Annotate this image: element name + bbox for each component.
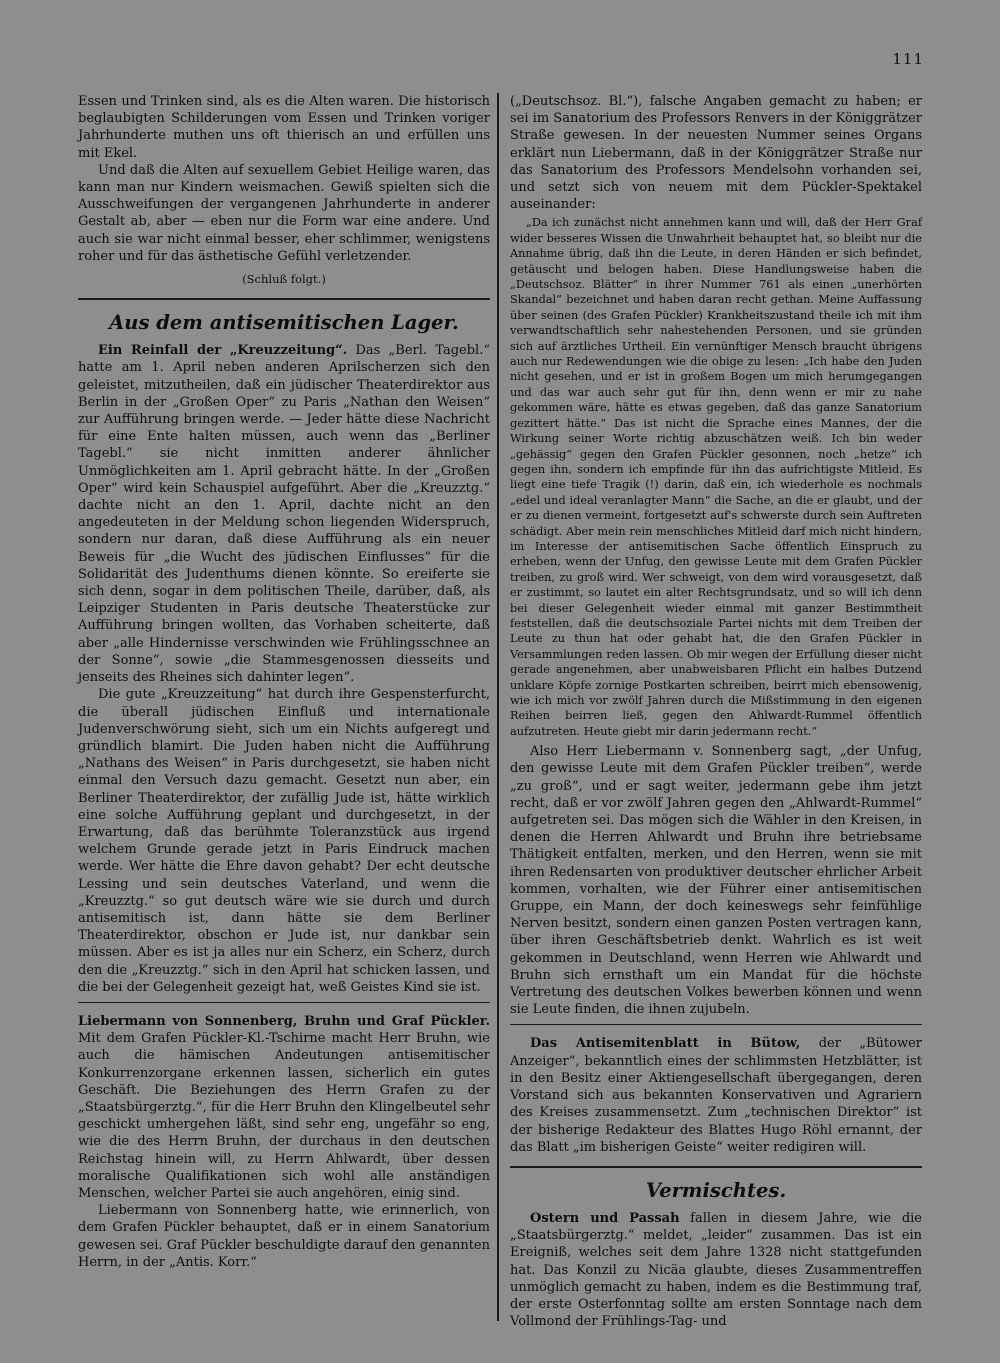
section-title: Aus dem antisemitischen Lager.: [109, 311, 459, 335]
paragraph: Also Herr Liebermann v. Sonnenberg sagt, „der Unfug, den gewisse Leute mit dem Grafen Pückler treiben“, werde „zu groß“, und er sagt weiter, jedermann gebe ihm jetzt recht, daß er vor zwölf Jahren gegen den „Ahlwardt-Rummel“ aufgetreten sei. Das mögen sich die Wähler in den Kreisen, in denen die Herren Ahlwardt und Bruhn ihre betriebsame Thätigkeit entfalten, merken, und den Herren, wenn sie mit ihren Redensarten von produktiver deutscher ehrlicher Arbeit kommen, vorhalten, wie der Führer einer antisemitischen Gruppe, ein Mann, der doch keineswegs sehr feinfühlige Nerven besitzt, sondern einen ganzen Posten vertragen kann, über ihren Geschäftsbetrieb denkt. Wahrlich es ist weit gekommen in Deutschland, wenn Herren wie Ahlwardt und Bruhn sich ernsthaft um ein Mandat für die höchste Vertretung des deutschen Volkes bewerben können und wenn sie Leute finden, die ihnen zujubeln.: [510, 744, 922, 1018]
paragraph: Liebermann von Sonnenberg hatte, wie erinnerlich, von dem Grafen Pückler behauptet, daß er in einem Sanatorium gewesen sei. Graf Pückler beschuldigte darauf den genannten Herrn, in der „Antis. Korr.“: [78, 1203, 490, 1270]
article-paragraph: [510, 1210, 922, 1330]
article-lead: Ein Reinfall der „Kreuzzeitung“.: [98, 343, 348, 359]
article-text: Das „Berl. Tagebl.“ hatte am 1. April neben anderen Aprilscherzen sich den geleistet, mitzutheilen, daß ein jüdischer Theaterdirektor aus Berlin in der „Großen Oper“ zu Paris „Nathan den Weisen“ zur Aufführung bringen werde. — Jeder hätte diese Nachricht für eine Ente halten müssen, auch wenn das „Berliner Tagebl.“ sie nicht inmitten anderer ähnlicher Unmöglichkeiten am 1. April gebracht hätte. In der „Großen Oper“ wird kein Schauspiel aufgeführt. Aber die „Kreuzztg.“ dachte nicht an den 1. April, dachte nicht an den angedeuteten in der Meldung schon liegenden Widerspruch, sondern nur daran, daß diese Aufführung als ein neuer Beweis für „die Wucht des jüdischen Einflusses“ für die Solidarität des Judenthums dienen könnte. So ereiferte sie sich denn, sogar in dem politischen Theile, darüber, daß, als Leipziger Studenten in Paris deutsche Theaterstücke zur Aufführung bringen wollten, das Vorhaben scheiterte, daß aber „alle Hindernisse verschwinden wie Frühlingsschnee an der Sonne“, sowie „die Stammesgenossen diesseits und jenseits des Rheines sich dahinter legen“.: [78, 343, 490, 686]
paragraph: Die gute „Kreuzzeitung“ hat durch ihre Gespensterfurcht, die überall jüdischen Einfluß und internationale Judenverschwörung sieht, sich um ein Nichts aufgeregt und gründlich blamirt. Die Juden haben nicht die Aufführung „Nathans des Weisen“ in Paris durchgesetzt, sie haben nicht einmal den Versuch dazu gemacht. Gesetzt nun aber, ein Berliner Theaterdirektor, der zufällig Jude ist, hätte wirklich eine solche Aufführung geplant und durchgesetzt, in der Erwartung, daß das berühmte Toleranzstück aus irgend welchem Grunde gerade jetzt in Paris Eindruck machen werde. Wer hätte die Ehre davon gehabt? Der echt deutsche Lessing und sein deutsches Vaterland, und wenn die „Kreuzztg.“ so gut deutsch wäre wie sie durch und durch antisemitisch ist, dann hätte sie dem Berliner Theaterdirektor, obschon er Jude ist, nur dankbar sein müssen. Aber es ist ja alles nur ein Scherz, ein Scherz, durch den die „Kreuzztg.“ sich in den April hat schicken lassen, und die bei der Gelegenheit gezeigt hat, weß Geistes Kind sie ist.: [78, 687, 490, 995]
article-lead: Das Antisemitenblatt in Bütow,: [530, 1036, 801, 1052]
page-number: 111: [892, 50, 924, 68]
paragraph: Und daß die Alten auf sexuellem Gebiet Heilige waren, das kann man nur Kindern weismachen. Gewiß spielten sich die Ausschweifungen der vergangenen Jahrhunderte in anderer Gestalt ab, aber — eben nur die Form war eine andere. Und auch sie war nicht einmal besser, eher schlimmer, wenigstens roher und für das ästhetische Gefühl verletzender.: [78, 162, 490, 264]
article-paragraph: [78, 1013, 490, 1202]
article-divider: [510, 1024, 922, 1025]
article-text: der „Bütower Anzeiger“, bekanntlich eines der schlimmsten Hetzblätter, ist in den Besitz einer Aktiengesellschaft übergegangen, deren Vorstand sich aus bekannten Konservativen und Agrariern des Kreises zusammensetzt. Zum „technischen Direktor“ ist der bisherige Redakteur des Blattes Hugo Röhl ernannt, der das Blatt „im bisherigen Geiste“ weiter redigiren will.: [510, 1036, 923, 1155]
left-column: [78, 93, 490, 1271]
article-text: Mit dem Grafen Pückler-Kl.-Tschirne macht Herr Bruhn, wie auch die hämischen Andeutungen antisemitischer Konkurrenzorgane erkennen lassen, sicherlich ein gutes Geschäft. Die Beziehungen des Herrn Grafen zu der „Staatsbürgerztg.“, für die Herr Bruhn den Klingelbeutel sehr geschickt umhergehen läßt, sind sehr eng, ungefähr so eng, wie die des Herrn Bruhn, der durchaus in den deutschen Reichstag hinein will, zu Herrn Ahlwardt, über dessen moralische Qualifikationen sich wohl alle anständigen Menschen, welcher Partei sie auch angehören, einig sind.: [78, 1031, 490, 1201]
section-title: Vermischtes.: [645, 1178, 787, 1202]
article-divider: [78, 1002, 490, 1003]
section-divider: [78, 298, 490, 300]
section-divider: [510, 1166, 922, 1168]
quote-paragraph: „Da ich zunächst nicht annehmen kann und will, daß der Herr Graf wider besseres Wissen die Unwahrheit behauptet hat, so bleibt nur die Annahme übrig, daß ihn die Leute, in deren Händen er sich befindet, getäuscht und belogen haben. Diese Handlungsweise haben die „Deutschsoz. Blätter“ in ihrer Nummer 761 als einen „unerhörten Skandal“ bezeichnet und haben daran recht gethan. Meine Auffassung über seinen (des Grafen Pückler) Krankheitszustand theile ich mit ihm verwandtschaftlich sehr nahestehenden Personen, und sie gründen sich auf ärztliches Urtheil. Ein vernünftiger Mensch braucht übrigens auch nur Redewendungen wie die obige zu lesen: „Ich habe den Juden nicht gesehen, und er ist in großem Bogen um mich herumgegangen und das war auch sehr gut für ihn, denn wenn er mir zu nahe gekommen wäre, hätte es etwas gegeben, daß das ganze Sanatorium gezittert hätte.“ Das ist nicht die Sprache eines Mannes, der die Wirkung seiner Worte richtig abzuschätzen weiß. Ich bin weder „gehässig“ gegen den Grafen Pückler gesonnen, noch „hetze“ ich gegen ihn, sondern ich empfinde für ihn das aufrichtigste Mitleid. Es liegt eine tiefe Tragik (!) darin, daß ein, ich wiederhole es nochmals „edel und ideal veranlagter Mann“ die Sache, an die er glaubt, und der er zu dienen vermeint, fortgesetzt auf's schwerste durch sein Auftreten schädigt. Aber mein rein menschliches Mitleid darf mich nicht hindern, im Interesse der antisemitischen Sache öffentlich Einspruch zu erheben, wenn der Unfug, den gewisse Leute mit dem Grafen Pückler treiben, zu groß wird. Wer schweigt, von dem wird vorausgesetzt, daß er zustimmt, so lautet ein alter Rechtsgrundsatz, und so will ich denn bei dieser Gelegenheit wieder einmal mit ganzer Bestimmtheit feststellen, daß die deutschsoziale Partei nichts mit dem Treiben der Leute zu thun hat oder gehabt hat, die den Grafen Pückler in Versammlungen reden lassen. Ob mir wegen der Erfüllung dieser nicht gerade angenehmen, aber unabweisbaren Pflicht ein halbes Dutzend unklare Köpfe zornige Postkarten schreiben, beirrt mich ebensowenig, wie ich mich vor zwölf Jahren durch die Mißstimmung in den eigenen Reihen beirren ließ, gegen den Ahlwardt-Rummel öffentlich aufzutreten. Heute giebt mir darin jedermann recht.“: [510, 216, 922, 738]
paragraph: Essen und Trinken sind, als es die Alten waren. Die historisch beglaubigten Schilderungen vom Essen und Trinken voriger Jahrhunderte muthen uns oft thierisch an und erfüllen uns mit Ekel.: [78, 94, 490, 161]
column-divider: [497, 93, 499, 1321]
article-lead: Ostern und Passah: [530, 1210, 680, 1226]
paragraph: („Deutschsoz. Bl.“), falsche Angaben gemacht zu haben; er sei im Sanatorium des Professors Renvers in der Königgrätzer Straße gewesen. In der neuesten Nummer seines Organs erklärt nun Liebermann, daß in der Königgrätzer Straße nur das Sanatorium des Professors Mendelsohn vorhanden sei, und setzt sich von neuem mit dem Pückler-Spektakel auseinander:: [510, 94, 922, 213]
article-lead: Liebermann von Sonnenberg, Bruhn und Graf Pückler.: [78, 1013, 490, 1029]
article-paragraph: [510, 1035, 922, 1155]
right-column: [510, 93, 922, 1330]
to-be-continued-note: (Schluß folgt.): [242, 272, 326, 287]
article-paragraph: [78, 342, 490, 686]
quoted-statement: [510, 215, 922, 739]
article-text: fallen in diesem Jahre, wie die „Staatsbürgerztg.“ meldet, „leider“ zusammen. Das ist ein Ereigniß, welches seit dem Jahre 1328 nicht stattgefunden hat. Das Konzil zu Nicäa glaubte, dieses Zusammentreffen unmöglich gemacht zu haben, indem es die Bestimmung traf, der erste Osterfonntag sollte am ersten Sonntage nach dem Vollmond der Frühlings-Tag- und: [510, 1210, 922, 1330]
